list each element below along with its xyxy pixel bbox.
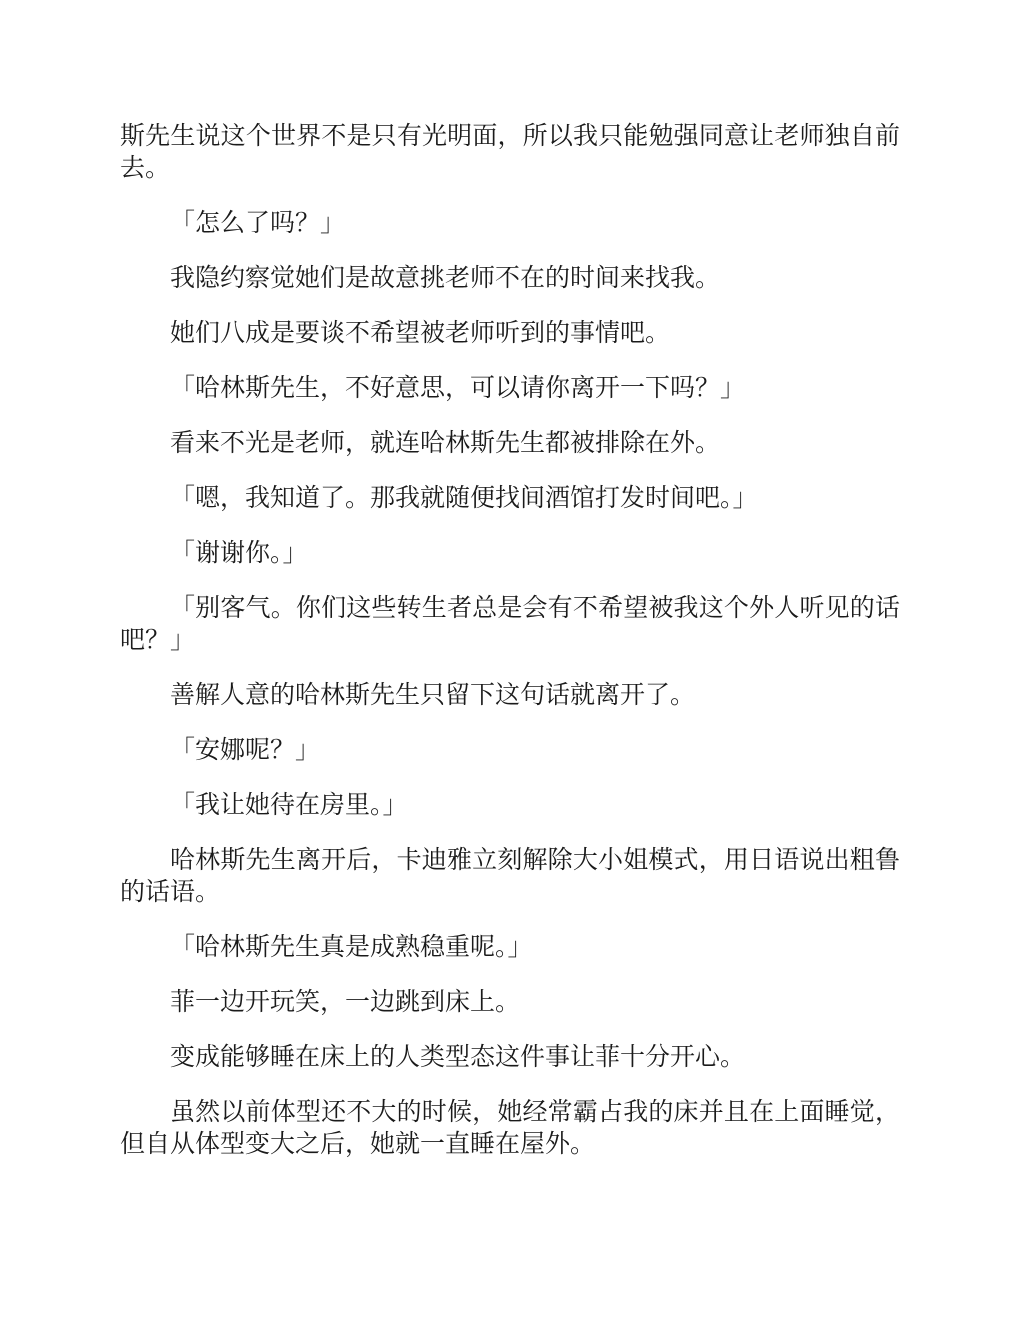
paragraph: 「谢谢你。」 xyxy=(170,538,308,567)
paragraph: 「我让她待在房里。」 xyxy=(170,790,408,819)
paragraph: 菲一边开玩笑，一边跳到床上。 xyxy=(170,987,521,1016)
paragraph: 「嗯，我知道了。那我就随便找间酒馆打发时间吧。」 xyxy=(170,483,758,512)
paragraph: 「怎么了吗？」 xyxy=(170,208,346,237)
paragraph: 虽然以前体型还不大的时候，她经常霸占我的床并且在上面睡觉，但自从体型变大之后，她就一直睡在屋外。 xyxy=(120,1097,900,1158)
paragraph: 善解人意的哈林斯先生只留下这句话就离开了。 xyxy=(170,680,696,709)
paragraph: 变成能够睡在床上的人类型态这件事让菲十分开心。 xyxy=(170,1042,746,1071)
paragraph: 哈林斯先生离开后，卡迪雅立刻解除大小姐模式，用日语说出粗鲁的话语。 xyxy=(120,845,900,906)
paragraph: 「别客气。你们这些转生者总是会有不希望被我这个外人听见的话吧？」 xyxy=(120,593,900,654)
paragraph: 看来不光是老师，就连哈林斯先生都被排除在外。 xyxy=(170,428,721,457)
paragraph: 我隐约察觉她们是故意挑老师不在的时间来找我。 xyxy=(170,263,721,292)
paragraph: 「哈林斯先生真是成熟稳重呢。」 xyxy=(170,932,533,961)
paragraph: 她们八成是要谈不希望被老师听到的事情吧。 xyxy=(170,318,671,347)
paragraph: 「哈林斯先生，不好意思，可以请你离开一下吗？」 xyxy=(170,373,746,402)
paragraph: 斯先生说这个世界不是只有光明面，所以我只能勉强同意让老师独自前去。 xyxy=(120,121,900,182)
paragraph: 「安娜呢？」 xyxy=(170,735,321,764)
